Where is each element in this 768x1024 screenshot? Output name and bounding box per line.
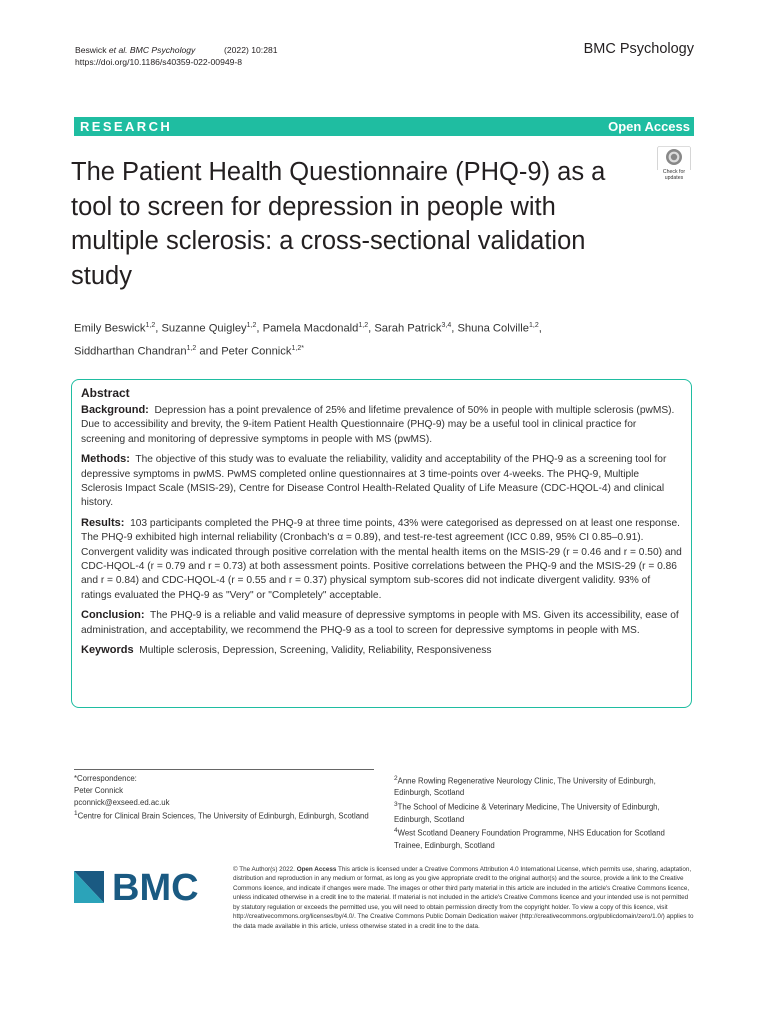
article-type-banner	[74, 117, 694, 136]
affiliation-4-number: 4	[394, 827, 398, 835]
license-open-access: Open Access	[296, 866, 337, 873]
methods-text: The objective of this study was to evaluate the reliability, validity and acceptability of the PHQ-9 as a screening tool for depressive symptoms in pwMS. PwMS completed online questionnaires at 3 time-points over 4-weeks. The PHQ-9, Multiple Sclerosis Impact Scale (MSIS-29), Centre for Disease Control Health-Related Quality of Life Measure (CDC-HQOL-4) and clinical history.	[81, 454, 667, 509]
article-meta	[75, 44, 278, 68]
author-name: Shuna Colville	[457, 322, 529, 335]
author-separator: and	[196, 345, 222, 358]
abstract-heading: Abstract	[81, 386, 130, 400]
author-affiliation-marker: 1,2	[246, 322, 257, 329]
check-updates-line2: updates	[664, 175, 684, 181]
author-affiliation-marker: 1,2	[528, 322, 539, 329]
conclusion-label: Conclusion:	[81, 609, 145, 622]
meta-journal-italic: et al. BMC Psychology	[108, 45, 196, 55]
author-list	[74, 316, 694, 361]
author-separator: ,	[451, 322, 458, 335]
author-affiliation-marker: 1,2	[186, 344, 197, 352]
author-affiliation-marker: 1,2*	[291, 344, 304, 352]
affiliation-3	[394, 799, 694, 825]
author-affiliation-marker: 3,4	[441, 322, 452, 329]
bmc-logo	[74, 867, 214, 907]
abstract-keywords	[81, 643, 682, 658]
author-separator: ,	[256, 322, 263, 335]
background-label: Background:	[81, 404, 149, 416]
affiliation-3-number: 3	[394, 801, 398, 809]
bmc-logo-text: BMC	[112, 867, 199, 907]
abstract-results	[81, 516, 682, 603]
author-name: Sarah Patrick	[374, 322, 442, 335]
keywords-label: Keywords	[81, 644, 134, 657]
correspondence-name: Peter Connick	[74, 785, 123, 795]
article-title: The Patient Health Questionnaire (PHQ-9) as a tool to screen for depression in people with multiple sclerosis: a cross-sectional validation study	[71, 158, 606, 290]
correspondence-email[interactable]: pconnick@exseed.ed.ac.uk	[74, 797, 170, 807]
author-separator: ,	[538, 322, 542, 335]
license-copyright: © The Author(s) 2022.	[233, 866, 297, 873]
author-affiliation-marker: 1,2	[358, 322, 369, 329]
author-name: Peter Connick	[221, 345, 292, 358]
check-for-updates-icon	[657, 146, 691, 170]
results-text: 103 participants completed the PHQ-9 at three time points, 43% were categorised as depressed on at least one response. The PHQ-9 exhibited high internal reliability (Cronbach's α = 0.89), and test-re-test agreement (ICC 0.89, 95% CI 0.85–0.91). Convergent validity was indicated through positive correlation with the mental health items on the MSIS-29 (r = 0.46 and r = 0.50) and CDC-HQOL-4 (r = 0.79 and r = 0.73) at both assessment points. Positive correlations between the PHQ-9 and the MSIS-29 (r = 0.86 and r = 0.84) and CDC-HQOL-4 (r = 0.55 and r = 0.37) physical symptom sub-scores did not indicate divergent validity. 93% of ratings evaluated the PHQ-9 as "Very" or "Completely" acceptable.	[81, 517, 682, 601]
author-name: Siddharthan Chandran	[74, 345, 187, 358]
author-separator: ,	[155, 322, 162, 335]
journal-name: BMC Psychology	[583, 41, 694, 57]
check-updates-line1: Check for	[662, 169, 686, 175]
affiliation-3-text: The School of Medicine & Veterinary Medicine, The University of Edinburgh, Edinburgh, Scotland	[394, 802, 660, 824]
citation-line	[75, 44, 278, 56]
meta-year-volume: (2022) 10:281	[224, 45, 278, 55]
author-separator: ,	[368, 322, 375, 335]
affiliation-1	[74, 808, 374, 822]
doi-link[interactable]: https://doi.org/10.1186/s40359-022-00949-8	[75, 57, 243, 67]
research-label: RESEARCH	[80, 119, 173, 134]
affiliation-4-text: West Scotland Deanery Foundation Programme, NHS Education for Scotland Trainee, Edinburgh, Scotland	[394, 828, 665, 850]
results-label: Results:	[81, 516, 125, 529]
check-for-updates-badge[interactable]	[657, 146, 691, 186]
correspondence-label: *Correspondence:	[74, 774, 137, 783]
affiliation-2-number: 2	[394, 775, 398, 782]
author-affiliation-marker: 1,2	[145, 322, 156, 329]
footnote-divider	[74, 769, 374, 770]
affiliation-4	[394, 825, 694, 851]
conclusion-text: The PHQ-9 is a reliable and valid measure of depressive symptoms in people with MS. Given its accessibility, ease of administration, and acceptability, we recommend the PHQ-9 as a tool to screen for depressive symptoms in people with MS.	[81, 610, 679, 636]
affiliation-2-text: Anne Rowling Regenerative Neurology Clinic, The University of Edinburgh, Edinburgh, Scotland	[394, 776, 656, 798]
open-access-label: Open Access	[608, 119, 690, 134]
author-name: Emily Beswick	[74, 322, 146, 335]
author-name: Pamela Macdonald	[262, 322, 359, 335]
affiliation-1-text: Centre for Clinical Brain Sciences, The University of Edinburgh, Edinburgh, Scotland	[77, 811, 369, 821]
meta-author: Beswick	[75, 45, 109, 55]
bmc-logo-mark	[74, 867, 214, 907]
keywords-text: Multiple sclerosis, Depression, Screening, Validity, Reliability, Responsiveness	[139, 645, 492, 657]
correspondence-block	[74, 773, 374, 823]
affiliation-list	[394, 773, 694, 852]
license-body: This article is licensed under a Creative Commons Attribution 4.0 International License, which permits use, sharing, adaptation, distribution and reproduction in any medium or format, as long as you give appropriate credit to the original author(s) and the source, provide a link to the Creative Commons licence, and indicate if changes were made. The images or other third party material in this article are included in the article's Creative Commons licence, unless indicated otherwise in a credit line to the material. If material is not included in the article's Creative Commons licence and your intended use is not permitted by statutory regulation or exceeds the permitted use, you will need to obtain permission directly from the copyright holder. To view a copy of this licence, visit http://creativecommons.org/licenses/by/4.0/. The Creative Commons Public Domain Dedication waiver (http://creativecommons.org/publicdomain/zero/1.0/) applies to the data made available in this article, unless otherwise stated in a credit line to the data.	[233, 866, 694, 930]
check-for-updates-label	[657, 169, 691, 181]
abstract-methods	[81, 452, 682, 511]
author-name: Suzanne Quigley	[161, 322, 247, 335]
background-text: Depression has a point prevalence of 25% and lifetime prevalence of 50% in people with multiple sclerosis (pwMS). Due to accessibility and brevity, the 9-item Patient Health Questionnaire (PHQ-9) may be a useful tool in clinical practice for screening and monitoring of depressive symptoms in people with MS (pwMS).	[81, 405, 675, 445]
affiliation-1-number: 1	[74, 810, 78, 818]
abstract-background	[81, 403, 682, 447]
abstract-conclusion	[81, 608, 682, 638]
abstract-box	[71, 379, 692, 708]
license-text	[233, 865, 695, 931]
affiliation-2	[394, 773, 694, 799]
methods-label: Methods:	[81, 453, 130, 466]
